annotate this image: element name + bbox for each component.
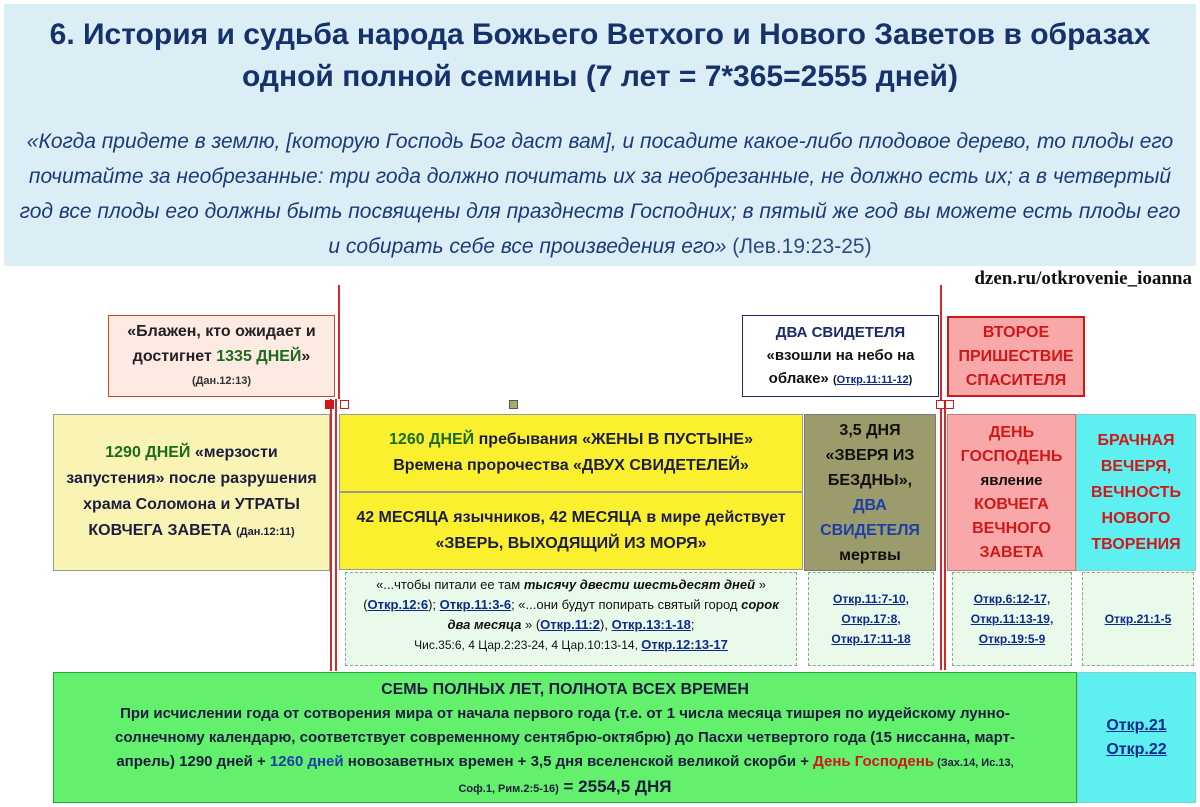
timeline-marker — [936, 400, 945, 409]
day-lord-l6: ЗАВЕТА — [979, 543, 1044, 561]
timeline-line — [335, 399, 337, 671]
ref-link[interactable]: Откр.11:3-6 — [439, 597, 512, 612]
box-1290-text: 1290 ДНЕЙ «мерзости запустения» после разрушения храма Соломона и УТРАТЫ КОВЧЕГА ЗАВЕТА (Дан.12:11) — [66, 444, 317, 539]
page-title — [4, 14, 1196, 98]
timeline-line — [940, 285, 942, 670]
timeline-line — [944, 405, 946, 670]
refs-bottom — [1077, 672, 1196, 803]
box-1335-days — [108, 315, 335, 397]
day-lord-l5: ВЕЧНОГО — [972, 519, 1051, 537]
box-3-5-days — [804, 414, 936, 571]
ref-link[interactable]: Откр.11:11-12 — [836, 373, 909, 386]
box-35-days: 3,5 ДНЯ — [839, 421, 901, 439]
wedding-l4: НОВОГО — [1101, 509, 1171, 527]
witnesses-title: ДВА СВИДЕТЕЛЯ — [775, 323, 906, 341]
wedding-l5: ТВОРЕНИЯ — [1091, 535, 1181, 553]
ref-link[interactable]: Откр.21 — [1106, 716, 1167, 734]
witnesses-text: «взошли на небо на облаке» (Откр.11:11-12) — [766, 346, 915, 387]
ref-link[interactable]: Откр.12:13-17 — [641, 637, 728, 652]
seven-years-line1: При исчислении года от сотворения мира от начала первого года (т.е. от 1 числа месяца тишрея по иудейскому лунно- — [120, 705, 1010, 722]
site-url[interactable]: dzen.ru/otkrovenie_ioanna — [974, 268, 1192, 289]
ref-link[interactable]: Откр.11:7-10, — [833, 592, 909, 606]
box-witnesses-ascended — [742, 315, 939, 397]
ref-link[interactable]: Откр.17:8, — [841, 612, 901, 626]
box-35-dead: мертвы — [839, 546, 901, 564]
seven-years-line3: апрель) 1290 дней + 1260 дней новозаветных времен + 3,5 дня вселенской великой скорби + День Господень (Зах.14, Ис.13, — [116, 753, 1014, 770]
timeline-marker — [325, 400, 334, 409]
ref-link[interactable]: Откр.6:12-17, — [973, 592, 1051, 606]
timeline-marker — [340, 400, 349, 409]
box-second-coming — [947, 316, 1085, 397]
wedding-l2: ВЕЧЕРЯ, — [1100, 457, 1172, 475]
box-1290-days — [53, 414, 330, 571]
box-wedding-feast — [1076, 414, 1196, 571]
box-day-of-lord — [947, 414, 1076, 571]
box-1260-line2: Времена пророчества «ДВУХ СВИДЕТЕЛЕЙ» — [393, 457, 749, 474]
timeline-line — [338, 285, 340, 399]
ref-link[interactable]: Откр.17:11-18 — [831, 632, 911, 646]
header-panel — [4, 4, 1196, 266]
box-42-months — [339, 492, 803, 570]
box-1260-days — [339, 414, 803, 492]
wedding-l1: БРАЧНАЯ — [1097, 431, 1175, 449]
quote-reference: (Лев.19:23-25) — [732, 235, 872, 258]
wedding-l3: ВЕЧНОСТЬ — [1091, 483, 1181, 501]
box-1335-line2: достигнет 1335 ДНЕЙ» — [132, 347, 311, 365]
ref-link[interactable]: Откр.21:1-5 — [1104, 612, 1172, 626]
second-coming-line3: СПАСИТЕЛЯ — [965, 371, 1067, 389]
ref-link[interactable]: Откр.11:2 — [540, 617, 600, 632]
seven-years-line2: солнечному календарю, соответствует современному сентябрю-октябрю) до Пасхи четвертого года (15 ниссанна, март- — [115, 729, 1015, 746]
ref-link[interactable]: Откр.12:6 — [367, 597, 429, 612]
box-1335-ref: (Дан.12:13) — [191, 374, 252, 387]
quote-text: «Когда придете в землю, [которую Господь Бог даст вам], и посадите какое-либо плодовое дерево, то плоды его почитайте за необрезанные: три года должно почитать их за необрезанные, не должно есть их; а в четвертый год все плоды его должны быть посвящены для празднеств Господних; в пятый же год вы можете есть плоды его и собирать себе все произведения его» — [19, 130, 1181, 258]
refs-mid-quote2: ; «...они будут попирать святый город — [511, 597, 742, 612]
box-35-text: «ЗВЕРЯ ИЗ БЕЗДНЫ», ДВА СВИДЕТЕЛЯ — [820, 446, 920, 539]
refs-mid: «...чтобы питали ее там тысячу двести шестьдесят дней » (Откр.12:6); Откр.11:3-6; «...они будут попирать святый город сорок два месяца » (Откр.11:2), Откр.13:1-18; Чис.35:6, 4 Цар.2:23-24, 4 Цар.10:13-14, Откр.12:13-17 — [345, 572, 797, 666]
title-line-1: 6. История и судьба народа Божьего Ветхого и Нового Заветов в образах — [49, 18, 1151, 51]
timeline-marker — [945, 400, 954, 409]
refs-wedding — [1082, 572, 1194, 666]
ref-link[interactable]: Откр.11:13-19, — [970, 612, 1054, 626]
day-lord-l4: КОВЧЕГА — [974, 495, 1049, 513]
refs-day-of-lord — [952, 572, 1072, 666]
refs-mid-quote1: «...чтобы питали ее там — [376, 577, 524, 592]
ref-link[interactable]: Откр.22 — [1106, 740, 1167, 758]
timeline-line — [330, 399, 332, 671]
second-coming-line2: ПРИШЕСТВИЕ — [958, 347, 1074, 365]
box-seven-years — [53, 672, 1077, 803]
title-line-2: одной полной семины (7 лет = 7*365=2555 дней) — [242, 60, 958, 93]
refs-mid-plain: Чис.35:6, 4 Цар.2:23-24, 4 Цар.10:13-14, — [414, 638, 642, 652]
day-lord-l3: явление — [980, 471, 1043, 489]
timeline-marker — [509, 400, 518, 409]
box-42-line2: «ЗВЕРЬ, ВЫХОДЯЩИЙ ИЗ МОРЯ» — [435, 535, 707, 552]
box-42-line1: 42 МЕСЯЦА язычников, 42 МЕСЯЦА в мире действует — [356, 509, 786, 526]
refs-3-5 — [808, 572, 934, 666]
ref-link[interactable]: Откр.19:5-9 — [978, 632, 1046, 646]
day-lord-l1: ДЕНЬ — [988, 423, 1035, 441]
seven-years-line4: Соф.1, Рим.2:5-16) = 2554,5 ДНЯ — [458, 777, 672, 796]
box-1335-line1: «Блажен, кто ожидает и — [127, 322, 316, 340]
box-1260-line1: 1260 ДНЕЙ пребывания «ЖЕНЫ В ПУСТЫНЕ» — [389, 431, 753, 448]
second-coming-line1: ВТОРОЕ — [982, 323, 1050, 341]
scripture-quote — [18, 124, 1182, 264]
seven-years-title: СЕМЬ ПОЛНЫХ ЛЕТ, ПОЛНОТА ВСЕХ ВРЕМЕН — [381, 681, 749, 698]
day-lord-l2: ГОСПОДЕНЬ — [960, 447, 1063, 465]
ref-link[interactable]: Откр.13:1-18 — [611, 617, 691, 632]
